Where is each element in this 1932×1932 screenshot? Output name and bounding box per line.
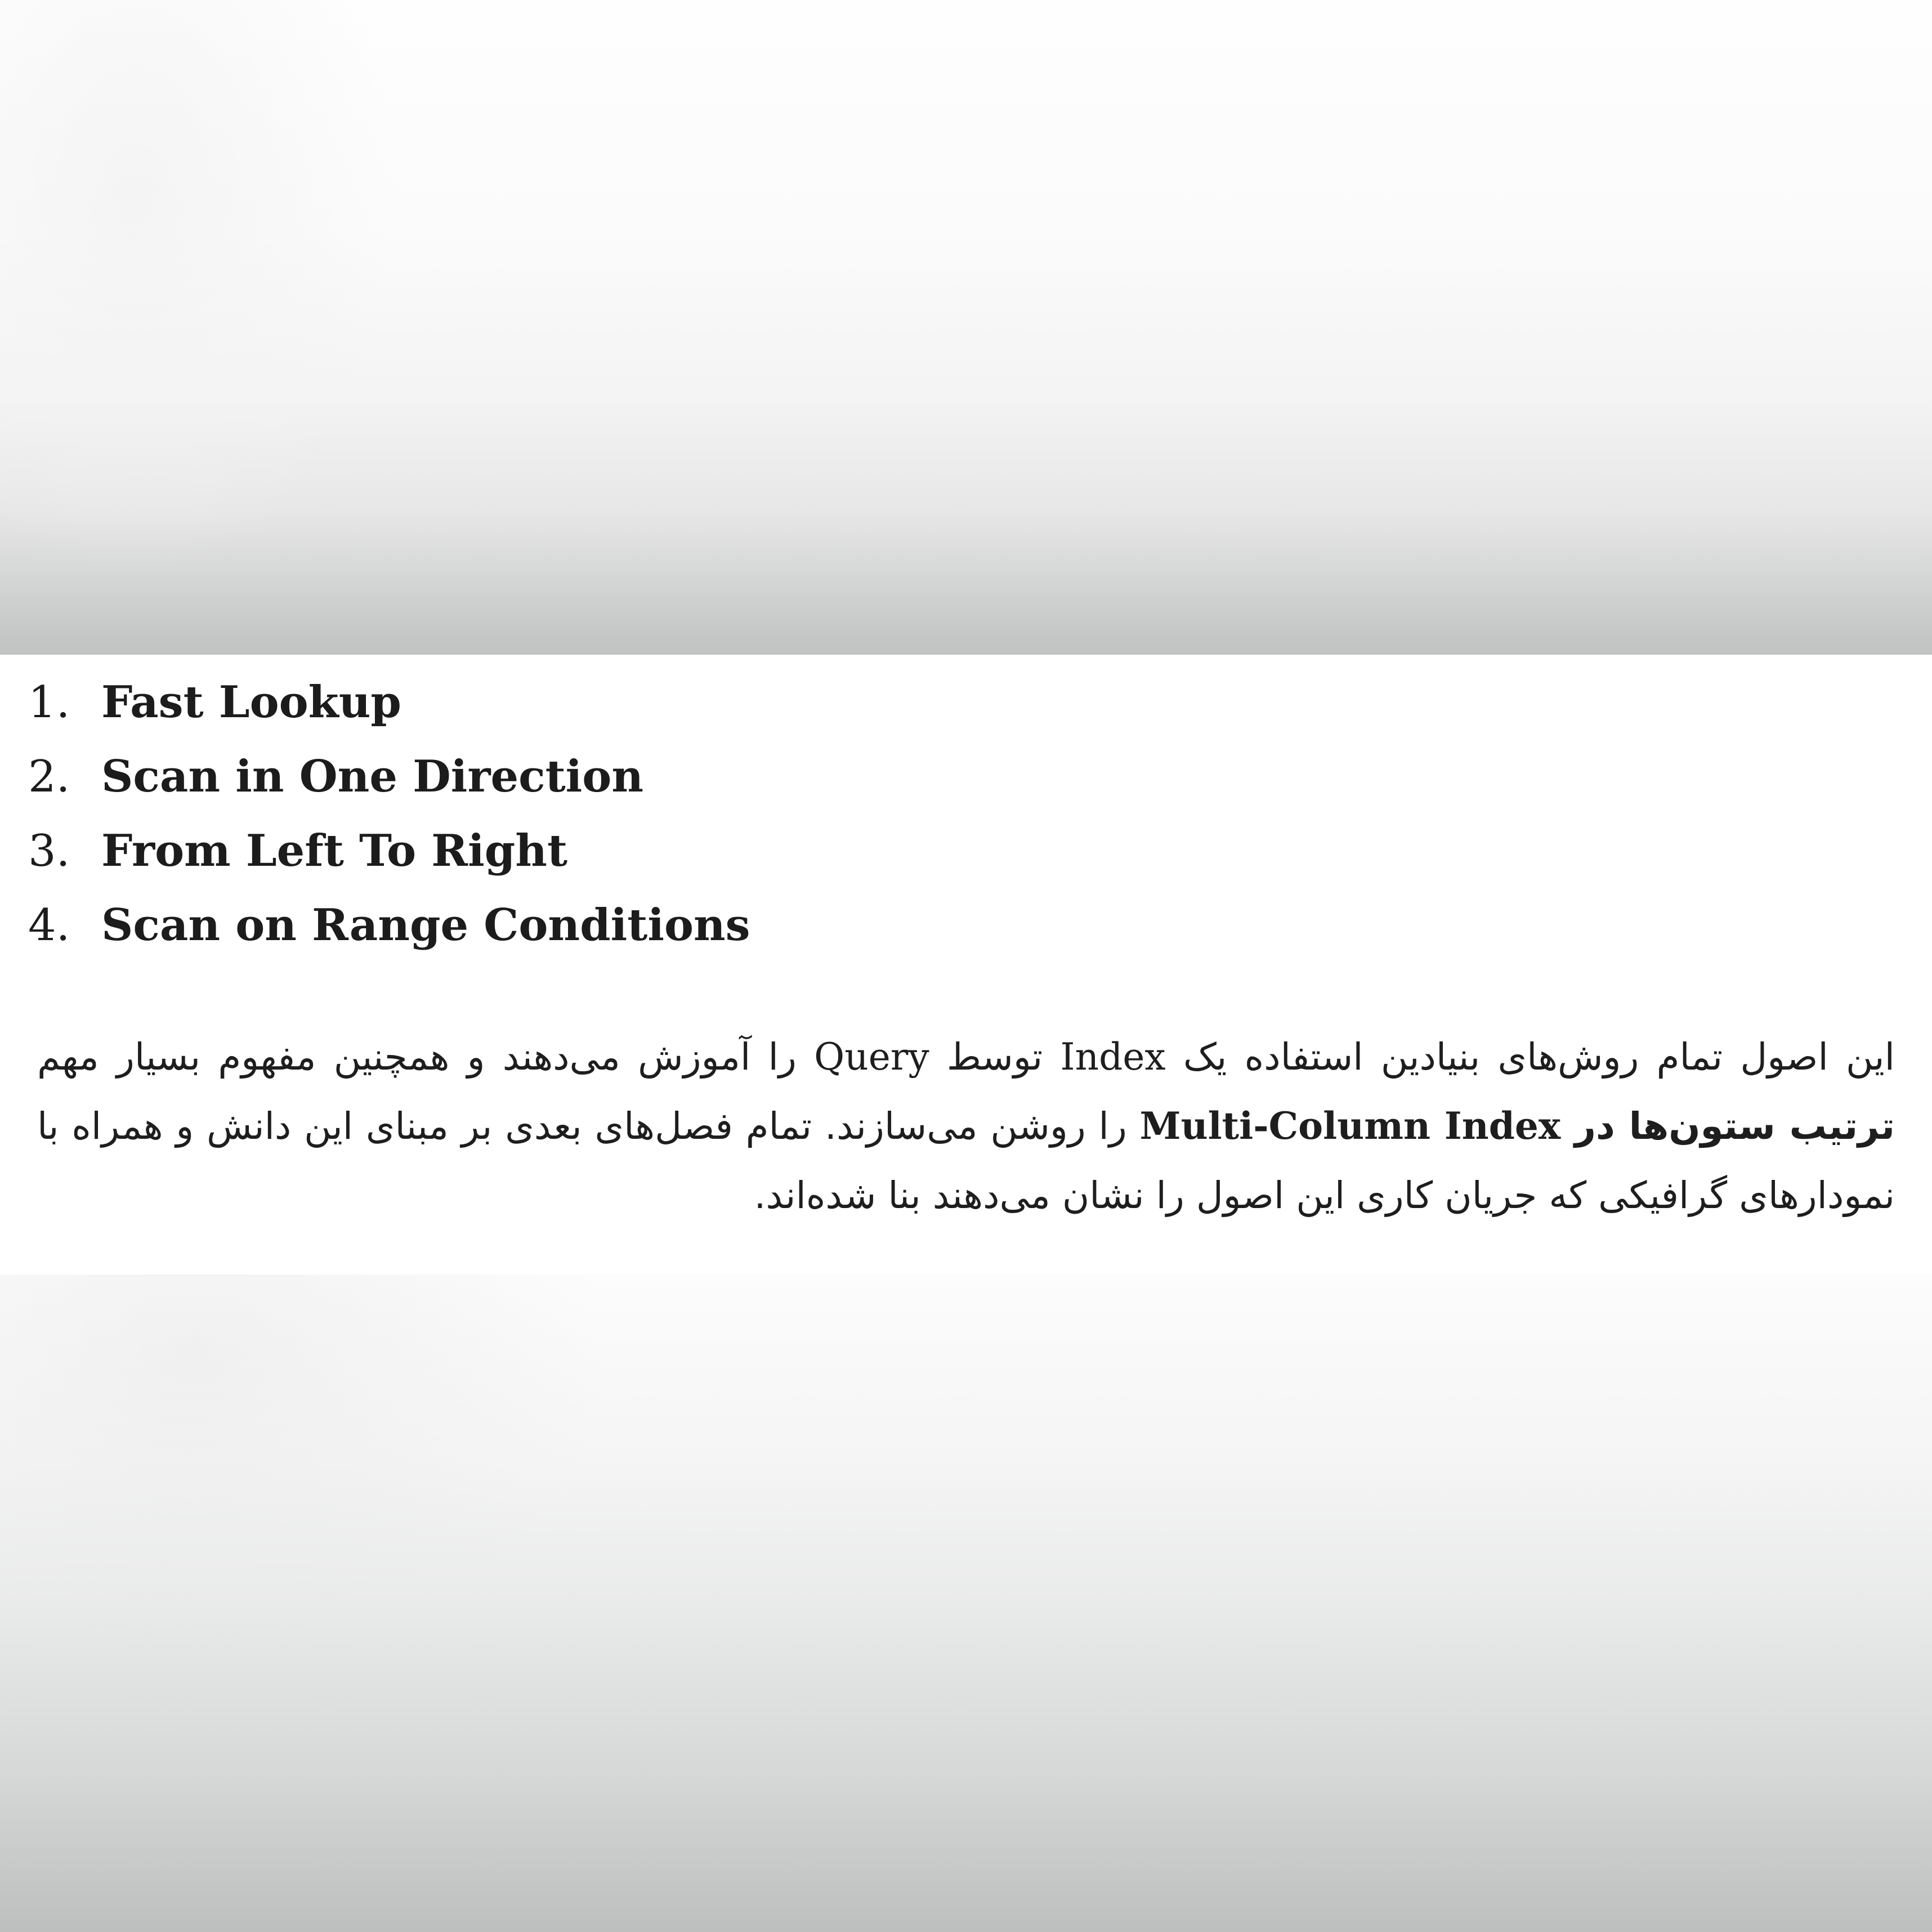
list-item-number: 4. [28, 900, 70, 951]
list-item-number: 1. [28, 677, 70, 728]
list-item-number: 2. [28, 752, 70, 802]
list-item-label: Scan in One Direction [101, 751, 644, 802]
paragraph-segment: را روشن می‌سازند. تمام فصل‌های بعدی بر مبنای این دانش و همراه با نمودارهای گرافیکی که جریان کاری این اصول را نشان می‌دهند بنا شده‌اند. [37, 1104, 1895, 1217]
paragraph-latin-term-index: Index [1060, 1035, 1166, 1079]
numbered-list [0, 665, 1932, 963]
list-item-number: 3. [28, 826, 70, 876]
paragraph-segment: را آموزش می‌دهند و همچنین مفهوم بسیار مهم [37, 1035, 815, 1079]
paragraph-latin-term-query: Query [814, 1035, 929, 1079]
document-content [0, 655, 1932, 1274]
list-item-label: Scan on Range Conditions [101, 900, 750, 951]
list-item [28, 665, 1932, 740]
list-item-label: Fast Lookup [101, 677, 401, 728]
list-item-label: From Left To Right [101, 825, 568, 876]
list-item [28, 740, 1932, 814]
persian-paragraph [0, 1022, 1932, 1230]
backdrop-top-gradient [0, 0, 1932, 655]
paragraph-segment: این اصول تمام روش‌های بنیادین استفاده یک [1165, 1035, 1895, 1079]
paragraph-segment: توسط [929, 1035, 1061, 1079]
paragraph-latin-term-multi-column-index: Multi-Column Index [1139, 1104, 1561, 1148]
backdrop-bottom-gradient [0, 1274, 1932, 1932]
list-item [28, 888, 1932, 963]
list-item [28, 814, 1932, 888]
paragraph-segment-bold: ترتیب ستون‌ها در [1560, 1104, 1895, 1148]
